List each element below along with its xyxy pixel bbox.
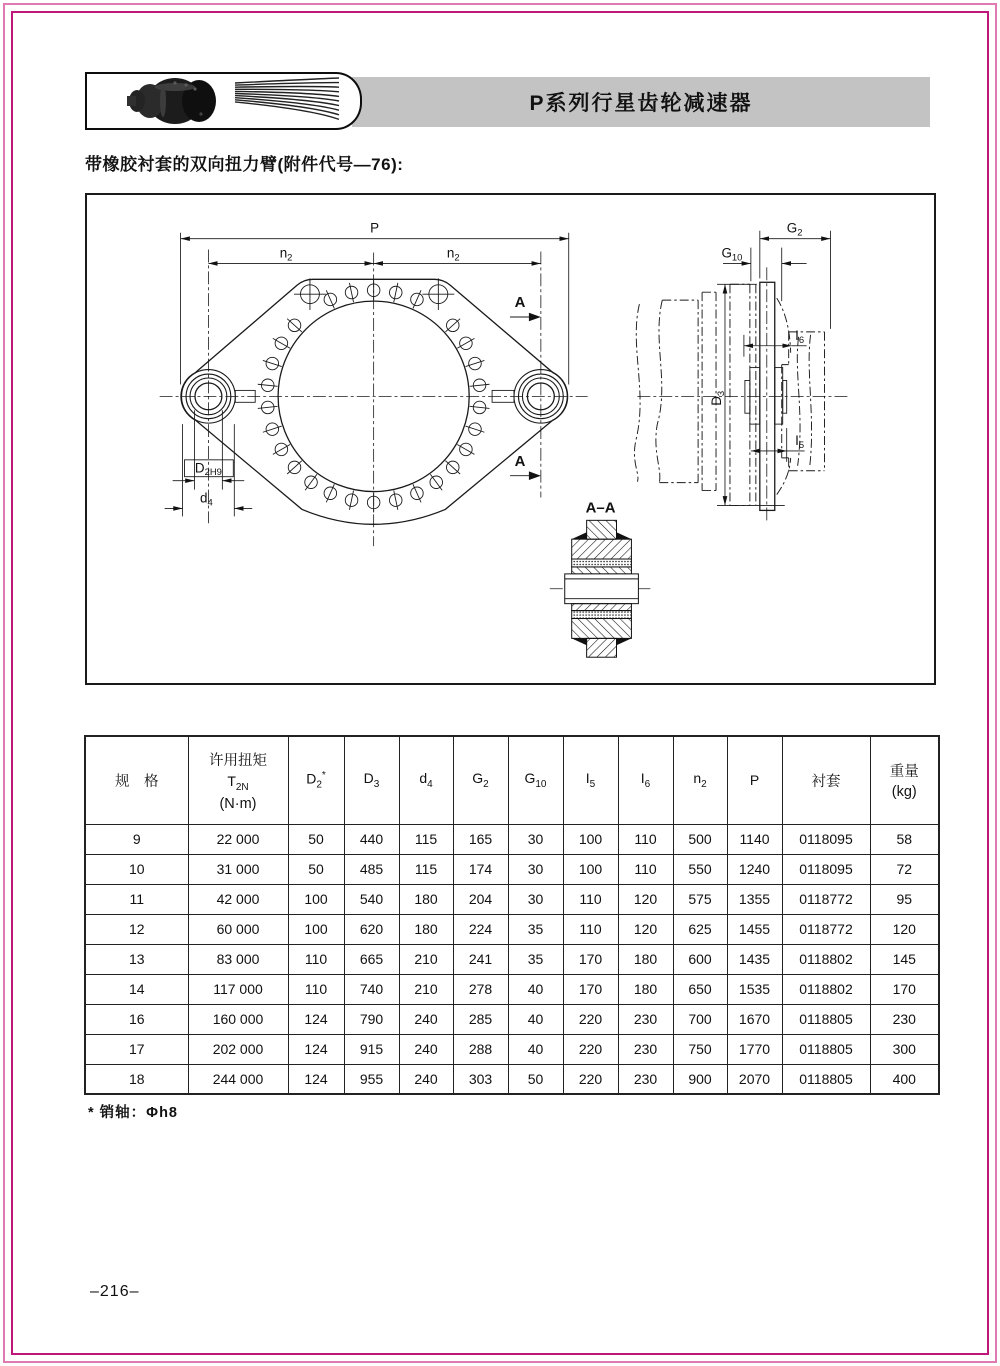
table-cell: 115 (399, 854, 453, 884)
table-cell: 1140 (727, 824, 782, 854)
front-view (160, 221, 588, 546)
col-header-I5: $I_5$ (563, 736, 618, 824)
footnote-pin-shaft: * 销轴：Φh8 (88, 1105, 178, 1121)
table-cell: 42 000 (188, 884, 288, 914)
col-header-n2: $n_2$ (673, 736, 727, 824)
table-cell: 95 (870, 884, 939, 914)
table-cell: 50 (288, 854, 344, 884)
table-cell: 550 (673, 854, 727, 884)
table-row (85, 944, 939, 974)
table-cell: 40 (508, 1034, 563, 1064)
table-cell: 210 (399, 944, 453, 974)
dim-label-D2H9: D2H9 (194, 460, 222, 478)
table-cell: 180 (618, 974, 673, 1004)
bushing-hub (745, 368, 787, 425)
table-cell: 30 (508, 824, 563, 854)
table-cell: 22 000 (188, 824, 288, 854)
table-cell: 0118772 (782, 884, 870, 914)
svg-text:A: A (514, 453, 526, 470)
table-cell: 915 (344, 1034, 399, 1064)
table-cell: 10 (85, 854, 188, 884)
table-cell: 240 (399, 1034, 453, 1064)
table-cell: 100 (563, 824, 618, 854)
section-view-AA (550, 500, 654, 657)
table-cell: 400 (870, 1064, 939, 1094)
table-cell: 230 (618, 1034, 673, 1064)
table-cell: 955 (344, 1064, 399, 1094)
table-cell: 600 (673, 944, 727, 974)
table-cell: 1770 (727, 1034, 782, 1064)
table-cell: 9 (85, 824, 188, 854)
table-cell: 244 000 (188, 1064, 288, 1094)
table-cell: 620 (344, 914, 399, 944)
table-row (85, 884, 939, 914)
table-cell: 110 (288, 974, 344, 1004)
table-cell: 204 (453, 884, 508, 914)
table-cell: 124 (288, 1064, 344, 1094)
table-cell: 230 (870, 1004, 939, 1034)
table-cell: 575 (673, 884, 727, 914)
dim-label-n2-left: $n_2$ (279, 245, 293, 263)
product-photo (127, 78, 216, 124)
col-header-spec: 规 格 (85, 736, 188, 824)
table-row (85, 1064, 939, 1094)
dim-label-D3: $D_3$ (708, 390, 726, 406)
table-cell: 13 (85, 944, 188, 974)
gear-reducer-photo-icon (87, 74, 360, 128)
table-cell: 220 (563, 1034, 618, 1064)
table-cell: 170 (563, 944, 618, 974)
table-cell: 665 (344, 944, 399, 974)
dim-label-I6: $I_6$ (795, 327, 805, 345)
col-header-G10: $G_{10}$ (508, 736, 563, 824)
specification-table (84, 735, 940, 1095)
table-cell: 240 (399, 1004, 453, 1034)
table-cell: 35 (508, 914, 563, 944)
table-cell: 241 (453, 944, 508, 974)
drawing-frame (85, 193, 936, 685)
table-cell: 72 (870, 854, 939, 884)
table-cell: 83 000 (188, 944, 288, 974)
section-view-title: A–A (585, 500, 616, 517)
table-cell: 117 000 (188, 974, 288, 1004)
table-cell: 224 (453, 914, 508, 944)
table-cell: 288 (453, 1034, 508, 1064)
dim-label-P: P (370, 220, 380, 236)
table-cell: 11 (85, 884, 188, 914)
table-cell: 110 (563, 914, 618, 944)
table-cell: 50 (288, 824, 344, 854)
col-header-P: P (727, 736, 782, 824)
table-cell: 100 (563, 854, 618, 884)
technical-drawing (87, 195, 934, 683)
speed-lines-icon (235, 78, 339, 119)
table-cell: 750 (673, 1034, 727, 1064)
table-cell: 230 (618, 1064, 673, 1094)
table-cell: 35 (508, 944, 563, 974)
table-cell: 0118802 (782, 974, 870, 1004)
table-cell: 40 (508, 974, 563, 1004)
table-cell: 0118802 (782, 944, 870, 974)
table-cell: 180 (399, 914, 453, 944)
table-cell: 1455 (727, 914, 782, 944)
table-cell: 440 (344, 824, 399, 854)
table-cell: 540 (344, 884, 399, 914)
table-cell: 60 000 (188, 914, 288, 944)
table-cell: 30 (508, 884, 563, 914)
table-cell: 0118805 (782, 1034, 870, 1064)
table-cell: 2070 (727, 1064, 782, 1094)
table-cell: 180 (399, 884, 453, 914)
table-cell: 120 (870, 914, 939, 944)
table-cell: 650 (673, 974, 727, 1004)
dim-label-I5: $I_5$ (795, 432, 805, 450)
table-cell: 0118805 (782, 1064, 870, 1094)
header-banner (352, 77, 930, 127)
company-logo (85, 72, 362, 130)
table-cell: 58 (870, 824, 939, 854)
table-cell: 700 (673, 1004, 727, 1034)
col-header-I6: $I_6$ (618, 736, 673, 824)
dim-label-n2-right: $n_2$ (446, 245, 460, 263)
table-cell: 1670 (727, 1004, 782, 1034)
dim-label-d4: $d_4$ (200, 490, 213, 508)
section-subtitle: 带橡胶衬套的双向扭力臂(附件代号—76): (85, 155, 404, 174)
col-header-bushing: 衬套 (782, 736, 870, 824)
table-cell: 1355 (727, 884, 782, 914)
table-cell: 1435 (727, 944, 782, 974)
table-cell: 500 (673, 824, 727, 854)
table-cell: 100 (288, 914, 344, 944)
table-cell: 240 (399, 1064, 453, 1094)
side-view (634, 221, 848, 524)
table-cell: 180 (618, 944, 673, 974)
table-cell: 110 (618, 854, 673, 884)
table-row (85, 1004, 939, 1034)
table-cell: 100 (288, 884, 344, 914)
table-cell: 120 (618, 914, 673, 944)
table-cell: 145 (870, 944, 939, 974)
table-cell: 900 (673, 1064, 727, 1094)
table-cell: 1535 (727, 974, 782, 1004)
table-cell: 14 (85, 974, 188, 1004)
table-cell: 165 (453, 824, 508, 854)
col-header-G2: $G_2$ (453, 736, 508, 824)
table-row (85, 974, 939, 1004)
page-title: P系列行星齿轮减速器 (529, 92, 753, 115)
page-number: –216– (90, 1283, 140, 1300)
table-cell: 0118772 (782, 914, 870, 944)
table-cell: 220 (563, 1004, 618, 1034)
col-header-torque: 许用扭矩 $T_{2N}$ (N·m) (188, 736, 288, 824)
table-cell: 0118805 (782, 1004, 870, 1034)
table-cell: 202 000 (188, 1034, 288, 1064)
col-header-D2: $D_2^*$ (288, 736, 344, 824)
table-cell: 303 (453, 1064, 508, 1094)
table-cell: 278 (453, 974, 508, 1004)
table-cell: 40 (508, 1004, 563, 1034)
table-cell: 120 (618, 884, 673, 914)
table-cell: 0118095 (782, 854, 870, 884)
table-cell: 110 (563, 884, 618, 914)
table-cell: 124 (288, 1004, 344, 1034)
table-cell: 110 (288, 944, 344, 974)
table-cell: 740 (344, 974, 399, 1004)
table-cell: 220 (563, 1064, 618, 1094)
table-cell: 210 (399, 974, 453, 1004)
table-cell: 115 (399, 824, 453, 854)
table-cell: 30 (508, 854, 563, 884)
section-arrow-upper (510, 295, 541, 321)
table-cell: 300 (870, 1034, 939, 1064)
table-row (85, 1034, 939, 1064)
table-cell: 174 (453, 854, 508, 884)
table-cell: 160 000 (188, 1004, 288, 1034)
table-cell: 110 (618, 824, 673, 854)
section-arrow-lower (510, 454, 541, 480)
table-cell: 16 (85, 1004, 188, 1034)
table-cell: 31 000 (188, 854, 288, 884)
table-row (85, 824, 939, 854)
table-cell: 50 (508, 1064, 563, 1094)
table-cell: 124 (288, 1034, 344, 1064)
table-cell: 17 (85, 1034, 188, 1064)
col-header-D3: $D_3$ (344, 736, 399, 824)
alignment-holes (294, 278, 454, 310)
table-cell: 0118095 (782, 824, 870, 854)
table-cell: 285 (453, 1004, 508, 1034)
dim-label-G2: $G_2$ (786, 220, 803, 238)
table-row (85, 854, 939, 884)
table-cell: 625 (673, 914, 727, 944)
table-cell: 170 (563, 974, 618, 1004)
dim-label-G10: $G_{10}$ (721, 245, 743, 263)
table-cell: 230 (618, 1004, 673, 1034)
table-cell: 18 (85, 1064, 188, 1094)
table-cell: 170 (870, 974, 939, 1004)
table-cell: 485 (344, 854, 399, 884)
col-header-d4: $d_4$ (399, 736, 453, 824)
svg-text:A: A (514, 295, 526, 312)
table-cell: 790 (344, 1004, 399, 1034)
table-row (85, 914, 939, 944)
table-cell: 1240 (727, 854, 782, 884)
col-header-weight: 重量 (kg) (870, 736, 939, 824)
table-cell: 12 (85, 914, 188, 944)
table-header (85, 736, 939, 824)
table-body (85, 824, 939, 1094)
